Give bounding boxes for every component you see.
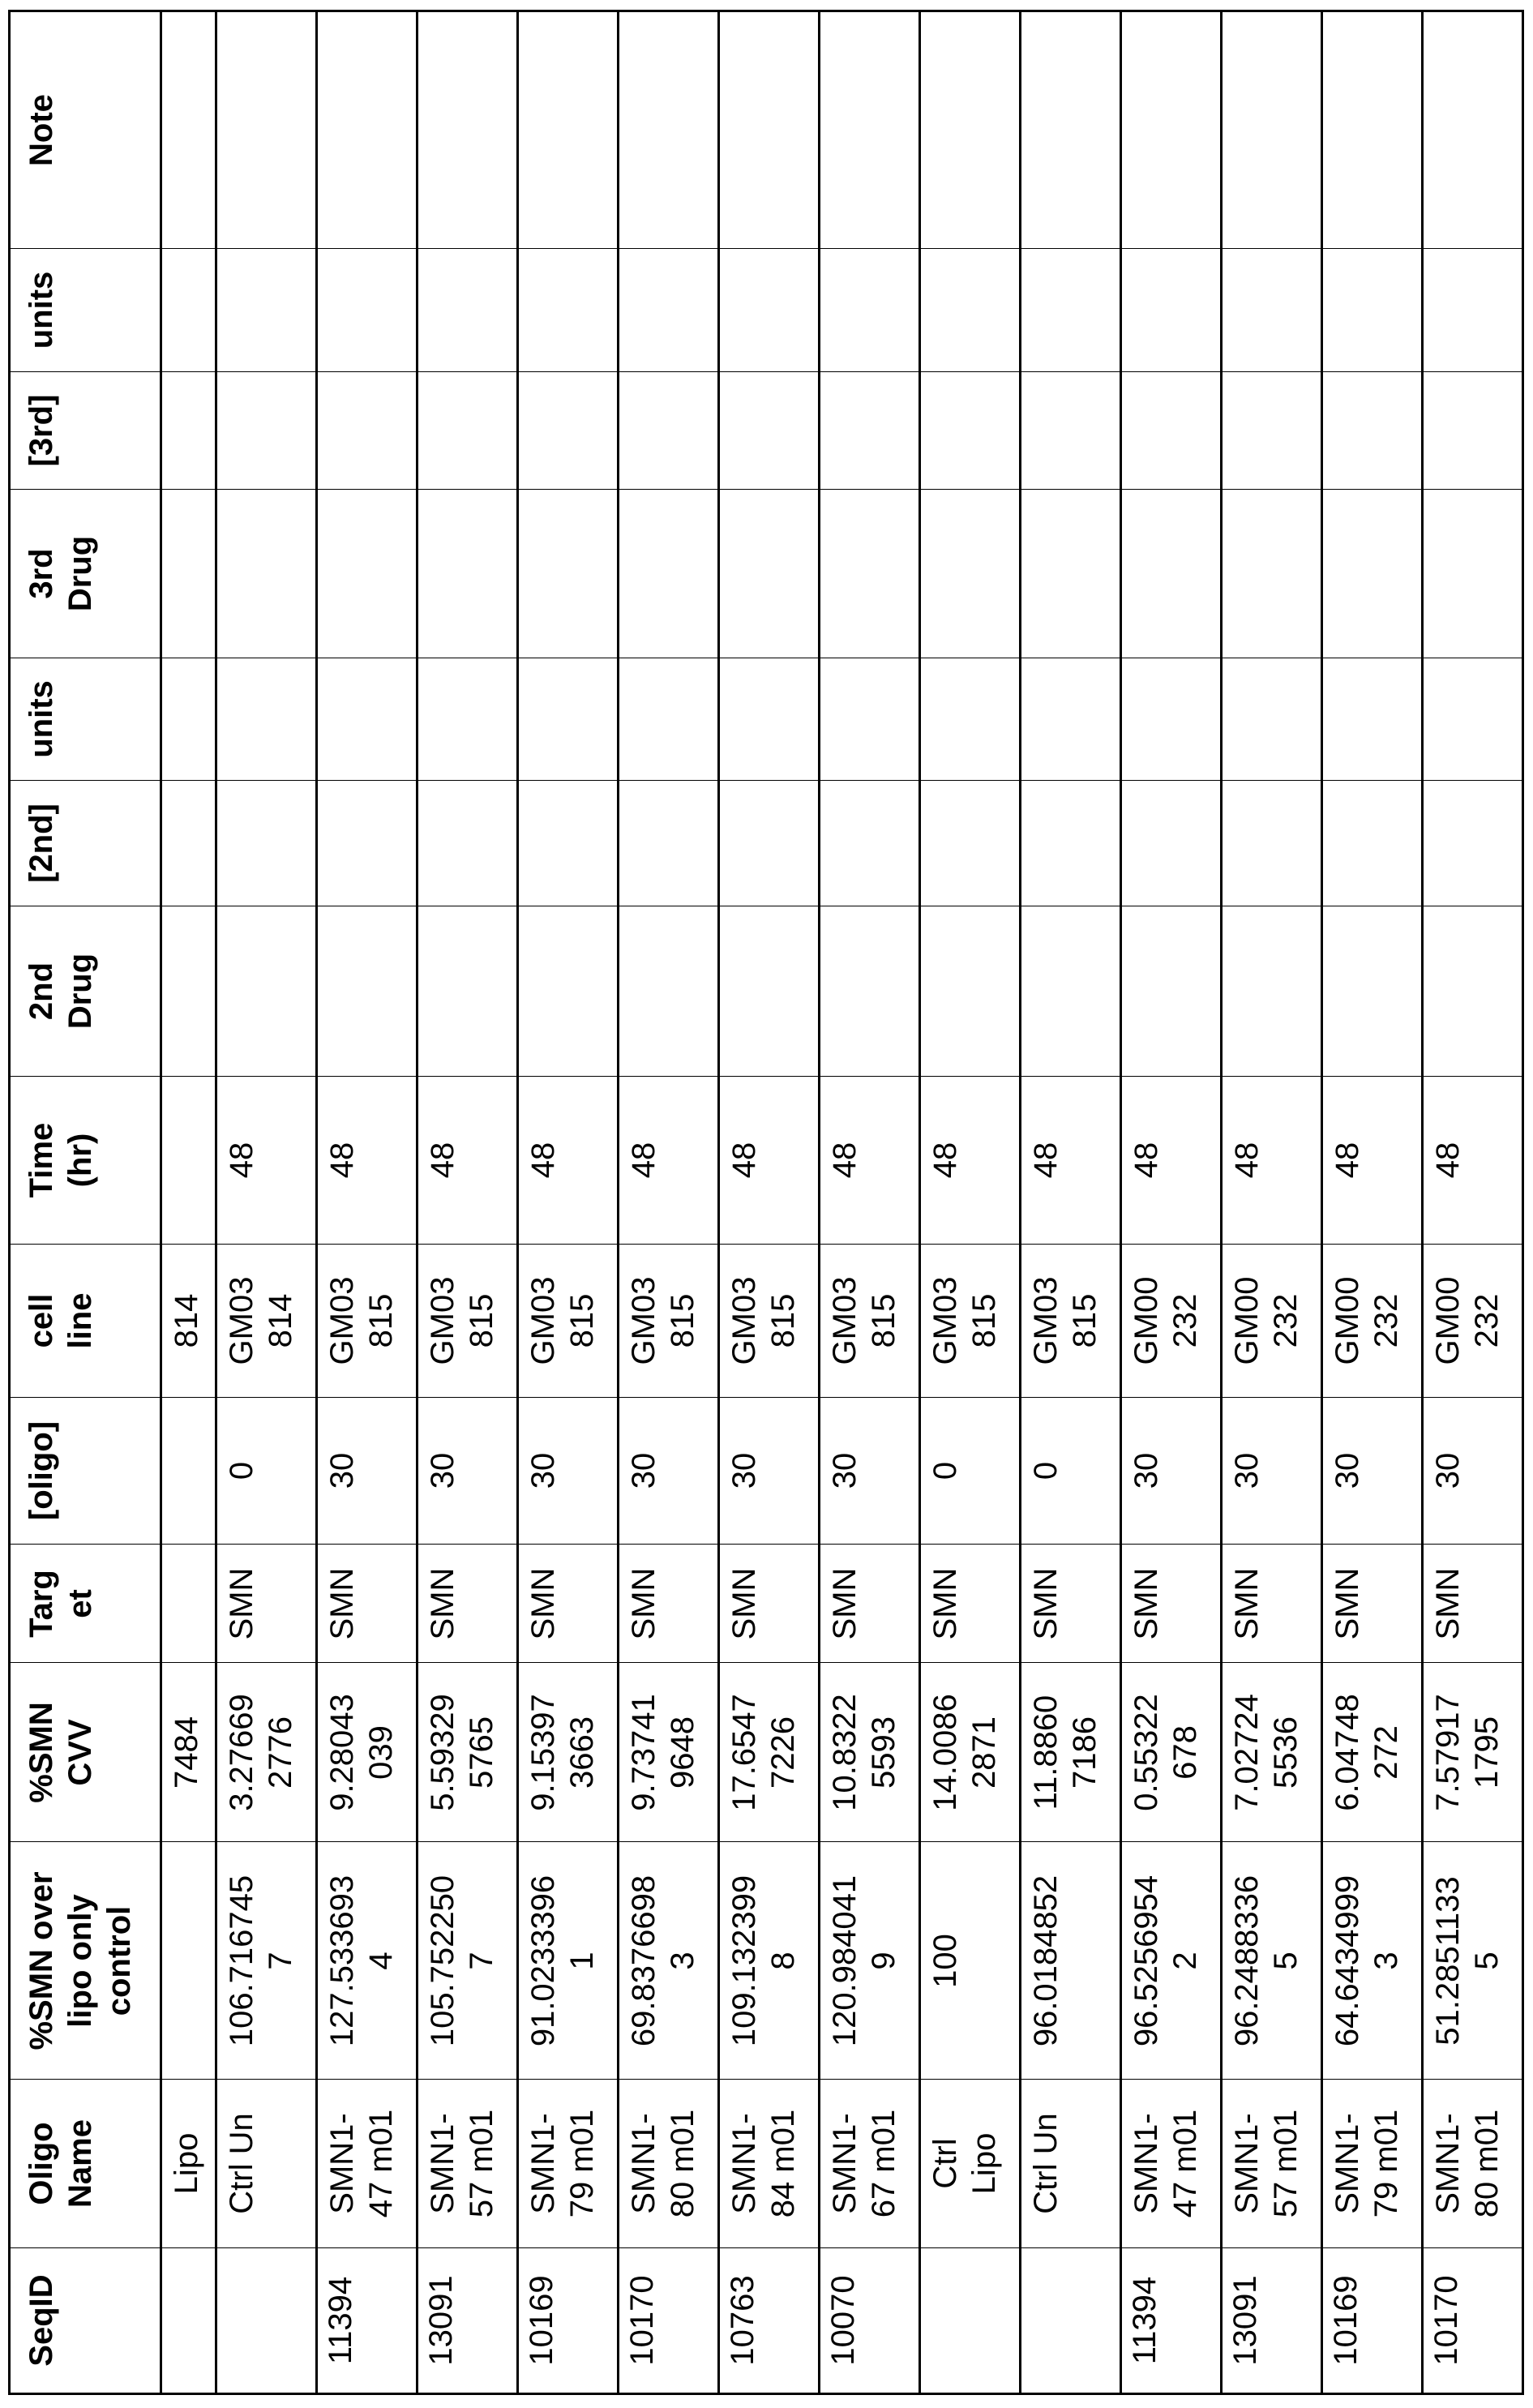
cell-smn-over-lipo-only-control: 127.5336934 (317, 1842, 418, 2080)
cell-oligo-name: Ctrl Un (216, 2080, 317, 2248)
cell-cell-line: 814 (161, 1245, 216, 1398)
table-row (1021, 11, 1121, 2394)
cell-note (518, 11, 619, 249)
table-row (418, 11, 518, 2394)
cell-2nd-drug (418, 906, 518, 1077)
cell-note (820, 11, 920, 249)
cell-cell-line: GM03815 (920, 1245, 1021, 1398)
cell-units (920, 658, 1021, 781)
cell-seqid (920, 2248, 1021, 2394)
cell-cell-line: GM03815 (1021, 1245, 1121, 1398)
cell-smn-cvv: 7.579171795 (1423, 1663, 1523, 1842)
cell-oligo-name: SMN1-79 m01 (518, 2080, 619, 2248)
cell-time-hr: 48 (619, 1077, 719, 1245)
cell-2nd-drug (1021, 906, 1121, 1077)
table-body (161, 11, 1523, 2394)
table-row (619, 11, 719, 2394)
column-header-smn-over-lipo-only-control: %SMN over lipo only control (10, 1842, 161, 2080)
cell-smn-cvv: 9.28043039 (317, 1663, 418, 1842)
cell-note (1322, 11, 1423, 249)
cell-time-hr: 48 (1222, 1077, 1322, 1245)
column-header-smn-cvv: %SMN CVV (10, 1663, 161, 1842)
cell-units (418, 249, 518, 372)
cell-3rd-drug (1423, 490, 1523, 658)
cell-note (161, 11, 216, 249)
cell-smn-over-lipo-only-control: 105.7522507 (418, 1842, 518, 2080)
cell-seqid: 10169 (1322, 2248, 1423, 2394)
cell-seqid: 10170 (619, 2248, 719, 2394)
cell-units (820, 249, 920, 372)
cell-2nd (920, 781, 1021, 906)
cell-oligo: 30 (518, 1398, 619, 1545)
cell-2nd-drug (619, 906, 719, 1077)
cell-oligo-name: SMN1-47 m01 (317, 2080, 418, 2248)
cell-time-hr: 48 (1121, 1077, 1222, 1245)
cell-units (619, 249, 719, 372)
cell-smn-over-lipo-only-control: 106.7167457 (216, 1842, 317, 2080)
cell-seqid: 13091 (418, 2248, 518, 2394)
cell-2nd (317, 781, 418, 906)
cell-oligo-name: SMN1-80 m01 (619, 2080, 719, 2248)
cell-note (619, 11, 719, 249)
cell-smn-over-lipo-only-control: 120.9840419 (820, 1842, 920, 2080)
cell-2nd (216, 781, 317, 906)
cell-seqid: 10170 (1423, 2248, 1523, 2394)
cell-time-hr: 48 (317, 1077, 418, 1245)
cell-smn-over-lipo-only-control: 96.24883365 (1222, 1842, 1322, 2080)
cell-seqid: 11394 (317, 2248, 418, 2394)
cell-2nd (1121, 781, 1222, 906)
cell-cell-line: GM03815 (820, 1245, 920, 1398)
column-header-3rd-drug: 3rd Drug (10, 490, 161, 658)
cell-oligo: 0 (920, 1398, 1021, 1545)
cell-seqid: 10070 (820, 2248, 920, 2394)
cell-oligo: 30 (719, 1398, 820, 1545)
cell-smn-over-lipo-only-control (161, 1842, 216, 2080)
cell-target: SMN (920, 1545, 1021, 1663)
cell-3rd (216, 372, 317, 490)
cell-smn-cvv: 7484 (161, 1663, 216, 1842)
cell-units (216, 249, 317, 372)
table-row (1322, 11, 1423, 2394)
cell-target: SMN (518, 1545, 619, 1663)
cell-oligo: 0 (1021, 1398, 1121, 1545)
cell-smn-cvv: 0.55322678 (1121, 1663, 1222, 1842)
cell-smn-cvv: 17.65477226 (719, 1663, 820, 1842)
cell-time-hr: 48 (719, 1077, 820, 1245)
cell-2nd-drug (161, 906, 216, 1077)
cell-2nd (1222, 781, 1322, 906)
cell-note (216, 11, 317, 249)
cell-2nd-drug (719, 906, 820, 1077)
table-row (518, 11, 619, 2394)
cell-cell-line: GM03814 (216, 1245, 317, 1398)
cell-3rd-drug (161, 490, 216, 658)
cell-seqid: 13091 (1222, 2248, 1322, 2394)
cell-units (1021, 658, 1121, 781)
cell-smn-over-lipo-only-control: 96.52569542 (1121, 1842, 1222, 2080)
cell-2nd-drug (1423, 906, 1523, 1077)
cell-3rd (920, 372, 1021, 490)
cell-oligo-name: SMN1-57 m01 (1222, 2080, 1322, 2248)
cell-oligo-name: SMN1-57 m01 (418, 2080, 518, 2248)
cell-time-hr: 48 (920, 1077, 1021, 1245)
column-header-2nd: [2nd] (10, 781, 161, 906)
cell-target: SMN (317, 1545, 418, 1663)
cell-smn-over-lipo-only-control: 64.64349993 (1322, 1842, 1423, 2080)
cell-3rd (1222, 372, 1322, 490)
cell-oligo-name: Ctrl Lipo (920, 2080, 1021, 2248)
cell-smn-cvv: 11.88607186 (1021, 1663, 1121, 1842)
cell-smn-over-lipo-only-control: 96.0184852 (1021, 1842, 1121, 2080)
cell-smn-over-lipo-only-control: 109.1323998 (719, 1842, 820, 2080)
cell-2nd-drug (317, 906, 418, 1077)
cell-target: SMN (719, 1545, 820, 1663)
cell-target (161, 1545, 216, 1663)
cell-time-hr (161, 1077, 216, 1245)
cell-units (418, 658, 518, 781)
cell-2nd (518, 781, 619, 906)
cell-time-hr: 48 (418, 1077, 518, 1245)
cell-note (418, 11, 518, 249)
cell-2nd-drug (1322, 906, 1423, 1077)
table-row (216, 11, 317, 2394)
cell-note (1121, 11, 1222, 249)
column-header-note: Note (10, 11, 161, 249)
cell-oligo: 0 (216, 1398, 317, 1545)
cell-smn-over-lipo-only-control: 91.02333961 (518, 1842, 619, 2080)
cell-time-hr: 48 (216, 1077, 317, 1245)
cell-time-hr: 48 (518, 1077, 619, 1245)
cell-2nd (1021, 781, 1121, 906)
cell-note (1423, 11, 1523, 249)
cell-3rd (1322, 372, 1423, 490)
cell-oligo-name: SMN1-67 m01 (820, 2080, 920, 2248)
column-header-oligo: [oligo] (10, 1398, 161, 1545)
cell-3rd (719, 372, 820, 490)
cell-units (1021, 249, 1121, 372)
cell-3rd (1121, 372, 1222, 490)
cell-time-hr: 48 (1021, 1077, 1121, 1245)
cell-2nd-drug (920, 906, 1021, 1077)
cell-3rd-drug (418, 490, 518, 658)
cell-3rd-drug (1021, 490, 1121, 658)
cell-target: SMN (1021, 1545, 1121, 1663)
cell-note (1222, 11, 1322, 249)
cell-units (719, 658, 820, 781)
column-header-oligo-name: Oligo Name (10, 2080, 161, 2248)
cell-2nd (161, 781, 216, 906)
cell-target: SMN (1222, 1545, 1322, 1663)
cell-2nd-drug (216, 906, 317, 1077)
cell-3rd-drug (518, 490, 619, 658)
cell-units (920, 249, 1021, 372)
cell-oligo-name: Lipo (161, 2080, 216, 2248)
cell-smn-cvv: 6.04748272 (1322, 1663, 1423, 1842)
cell-units (216, 658, 317, 781)
cell-seqid (216, 2248, 317, 2394)
cell-note (1021, 11, 1121, 249)
cell-2nd-drug (1121, 906, 1222, 1077)
column-header-seqid: SeqID (10, 2248, 161, 2394)
cell-seqid (161, 2248, 216, 2394)
cell-oligo: 30 (820, 1398, 920, 1545)
cell-smn-over-lipo-only-control: 69.83766983 (619, 1842, 719, 2080)
cell-units (1222, 658, 1322, 781)
cell-3rd (317, 372, 418, 490)
cell-units (820, 658, 920, 781)
cell-seqid: 10763 (719, 2248, 820, 2394)
table-row (820, 11, 920, 2394)
cell-smn-cvv: 5.593295765 (418, 1663, 518, 1842)
cell-units (1322, 658, 1423, 781)
cell-3rd-drug (1322, 490, 1423, 658)
cell-2nd-drug (1222, 906, 1322, 1077)
cell-2nd (1322, 781, 1423, 906)
cell-3rd (518, 372, 619, 490)
cell-cell-line: GM03815 (418, 1245, 518, 1398)
cell-oligo-name: SMN1-80 m01 (1423, 2080, 1523, 2248)
cell-3rd (161, 372, 216, 490)
cell-3rd-drug (1222, 490, 1322, 658)
table-row (920, 11, 1021, 2394)
cell-target: SMN (418, 1545, 518, 1663)
header-row (10, 11, 161, 2394)
cell-smn-over-lipo-only-control: 51.28511335 (1423, 1842, 1523, 2080)
cell-3rd-drug (1121, 490, 1222, 658)
column-header-units-2nd: units (10, 658, 161, 781)
cell-time-hr: 48 (820, 1077, 920, 1245)
cell-note (719, 11, 820, 249)
cell-2nd (418, 781, 518, 906)
column-header-2nd-drug: 2nd Drug (10, 906, 161, 1077)
cell-smn-cvv: 3.276692776 (216, 1663, 317, 1842)
cell-units (1322, 249, 1423, 372)
cell-note (317, 11, 418, 249)
cell-oligo: 30 (1121, 1398, 1222, 1545)
cell-2nd (820, 781, 920, 906)
cell-3rd-drug (619, 490, 719, 658)
table-row (161, 11, 216, 2394)
cell-2nd (1423, 781, 1523, 906)
cell-oligo: 30 (1222, 1398, 1322, 1545)
cell-units (161, 249, 216, 372)
cell-3rd (1021, 372, 1121, 490)
cell-cell-line: GM03815 (518, 1245, 619, 1398)
cell-cell-line: GM00232 (1322, 1245, 1423, 1398)
table-row (1222, 11, 1322, 2394)
table-row (1423, 11, 1523, 2394)
cell-oligo: 30 (317, 1398, 418, 1545)
cell-seqid: 11394 (1121, 2248, 1222, 2394)
cell-3rd (418, 372, 518, 490)
cell-units (1121, 249, 1222, 372)
cell-oligo-name: SMN1-84 m01 (719, 2080, 820, 2248)
cell-smn-cvv: 10.83225593 (820, 1663, 920, 1842)
cell-target: SMN (619, 1545, 719, 1663)
cell-2nd (719, 781, 820, 906)
cell-3rd-drug (216, 490, 317, 658)
cell-cell-line: GM03815 (317, 1245, 418, 1398)
cell-oligo-name: SMN1-47 m01 (1121, 2080, 1222, 2248)
cell-units (518, 249, 619, 372)
cell-oligo (161, 1398, 216, 1545)
cell-time-hr: 48 (1322, 1077, 1423, 1245)
cell-cell-line: GM00232 (1222, 1245, 1322, 1398)
smn-data-table (8, 10, 1524, 2395)
table-row (317, 11, 418, 2394)
cell-units (317, 249, 418, 372)
cell-target: SMN (216, 1545, 317, 1663)
cell-smn-cvv: 9.153973663 (518, 1663, 619, 1842)
cell-oligo: 30 (418, 1398, 518, 1545)
cell-target: SMN (1322, 1545, 1423, 1663)
cell-oligo: 30 (619, 1398, 719, 1545)
cell-note (920, 11, 1021, 249)
cell-cell-line: GM00232 (1121, 1245, 1222, 1398)
rotated-table-page (8, 12, 1522, 2395)
cell-smn-cvv: 14.00862871 (920, 1663, 1021, 1842)
column-header-time-hr: Time (hr) (10, 1077, 161, 1245)
column-header-target: Target (10, 1545, 161, 1663)
cell-smn-cvv: 9.737419648 (619, 1663, 719, 1842)
table-row (719, 11, 820, 2394)
column-header-units-3rd: units (10, 249, 161, 372)
cell-units (619, 658, 719, 781)
cell-units (1222, 249, 1322, 372)
cell-seqid: 10169 (518, 2248, 619, 2394)
cell-2nd-drug (518, 906, 619, 1077)
cell-oligo: 30 (1322, 1398, 1423, 1545)
cell-smn-over-lipo-only-control: 100 (920, 1842, 1021, 2080)
cell-3rd (1423, 372, 1523, 490)
cell-2nd-drug (820, 906, 920, 1077)
cell-seqid (1021, 2248, 1121, 2394)
cell-units (518, 658, 619, 781)
cell-units (317, 658, 418, 781)
cell-cell-line: GM03815 (719, 1245, 820, 1398)
cell-smn-cvv: 7.027245536 (1222, 1663, 1322, 1842)
cell-target: SMN (1423, 1545, 1523, 1663)
cell-units (719, 249, 820, 372)
cell-oligo: 30 (1423, 1398, 1523, 1545)
cell-3rd-drug (920, 490, 1021, 658)
cell-time-hr: 48 (1423, 1077, 1523, 1245)
cell-oligo-name: Ctrl Un (1021, 2080, 1121, 2248)
cell-3rd-drug (317, 490, 418, 658)
cell-units (1121, 658, 1222, 781)
cell-2nd (619, 781, 719, 906)
cell-3rd (820, 372, 920, 490)
cell-3rd-drug (820, 490, 920, 658)
cell-units (161, 658, 216, 781)
cell-target: SMN (1121, 1545, 1222, 1663)
cell-target: SMN (820, 1545, 920, 1663)
table-row (1121, 11, 1222, 2394)
cell-3rd (619, 372, 719, 490)
column-header-cell-line: cell line (10, 1245, 161, 1398)
cell-3rd-drug (719, 490, 820, 658)
cell-oligo-name: SMN1-79 m01 (1322, 2080, 1423, 2248)
cell-cell-line: GM03815 (619, 1245, 719, 1398)
cell-units (1423, 658, 1523, 781)
column-header-3rd: [3rd] (10, 372, 161, 490)
cell-cell-line: GM00232 (1423, 1245, 1523, 1398)
cell-units (1423, 249, 1523, 372)
